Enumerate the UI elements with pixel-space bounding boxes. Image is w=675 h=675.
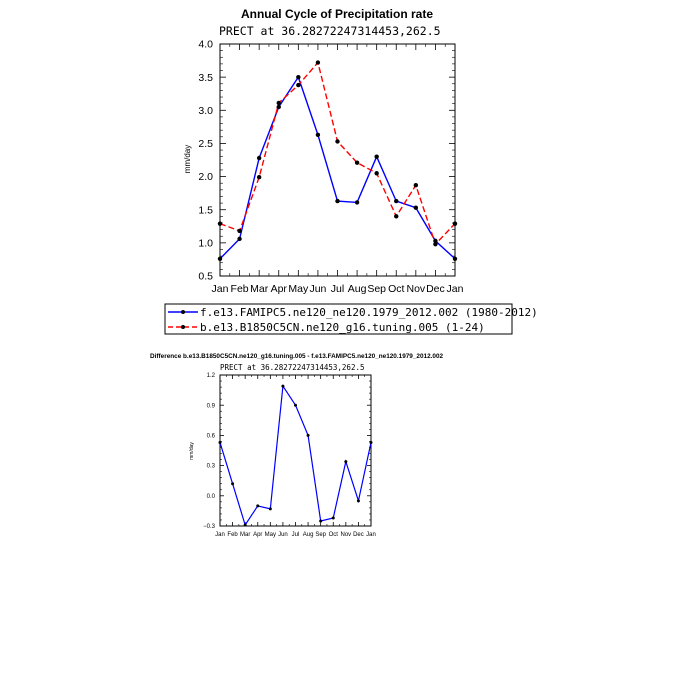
difference-series-lines	[219, 385, 373, 527]
series-1-point	[357, 499, 360, 502]
series-1-point	[218, 257, 222, 261]
x-tick-label: Dec	[353, 532, 364, 538]
difference-plot-frame	[220, 375, 371, 526]
x-tick-label: Apr	[253, 532, 263, 538]
series-1-point	[344, 460, 347, 463]
series-line-2	[220, 63, 455, 245]
difference-y-axis-label: mm/day	[189, 442, 195, 460]
x-tick-label: Feb	[227, 532, 238, 538]
series-1-point	[335, 199, 339, 203]
y-tick-label: 0.5	[198, 270, 213, 283]
y-tick-label: 0.3	[206, 463, 215, 470]
x-tick-label: Jan	[366, 532, 376, 538]
y-tick-label: 1.2	[206, 373, 215, 380]
x-tick-label: Aug	[347, 283, 367, 295]
y-tick-labels	[198, 39, 213, 283]
x-tick-label: Aug	[302, 532, 314, 538]
y-tick-label: 0.9	[206, 403, 215, 410]
x-tick-label: May	[264, 532, 277, 538]
chart-title: Annual Cycle of Precipitation rate	[240, 7, 434, 21]
legend-label-series-1: f.e13.FAMIPC5.ne120_ne120.1979_2012.002 (1980-2012)	[200, 306, 538, 319]
legend	[165, 304, 538, 334]
y-tick-label: 3.0	[198, 104, 213, 117]
y-tick-label: 0.0	[206, 493, 215, 500]
x-tick-labels	[212, 283, 464, 295]
y-tick-label: −0.3	[203, 524, 215, 531]
chart-subtitle: PRECT at 36.28272247314453,262.5	[219, 24, 441, 38]
difference-chart	[150, 353, 444, 538]
x-tick-label: Sep	[315, 532, 327, 538]
annual-cycle-chart	[183, 7, 464, 295]
axis-ticks	[220, 44, 455, 276]
y-tick-label: 0.6	[206, 433, 215, 440]
legend-marker-series-2	[181, 325, 185, 329]
x-tick-label: Jun	[309, 283, 327, 295]
series-1-point	[453, 257, 457, 261]
series-1-point	[269, 507, 272, 510]
series-1-point	[237, 237, 241, 241]
series-lines	[218, 60, 457, 261]
series-2-point	[257, 175, 261, 179]
series-2-point	[316, 60, 320, 64]
series-2-point	[335, 139, 339, 143]
difference-chart-title: Difference b.e13.B1850C5CN.ne120_g16.tuning.005 - f.e13.FAMIPC5.ne120_ne120.1979_2012.002	[150, 353, 444, 360]
series-1-point	[332, 516, 335, 519]
series-1-point	[219, 441, 222, 444]
x-tick-label: Jun	[278, 532, 288, 538]
x-tick-label: Jan	[446, 283, 464, 295]
series-2-point	[237, 229, 241, 233]
x-tick-label: Oct	[328, 532, 338, 538]
difference-chart-subtitle: PRECT at 36.28272247314453,262.5	[220, 363, 365, 372]
series-1-point	[355, 200, 359, 204]
y-tick-label: 1.5	[198, 204, 213, 217]
x-tick-label: Nov	[406, 283, 426, 295]
y-tick-label: 2.0	[198, 171, 213, 184]
series-2-point	[453, 221, 457, 225]
x-tick-label: Mar	[250, 283, 269, 295]
x-tick-label: May	[288, 283, 309, 295]
x-tick-label: Jul	[330, 283, 345, 295]
series-1-point	[257, 156, 261, 160]
x-tick-label: Mar	[239, 532, 251, 538]
series-1-point	[319, 519, 322, 522]
plot-frame	[220, 44, 455, 276]
x-tick-label: Jul	[291, 532, 300, 538]
y-tick-label: 2.5	[198, 138, 213, 151]
series-2-point	[394, 214, 398, 218]
series-2-point	[414, 183, 418, 187]
series-2-point	[355, 160, 359, 164]
series-1-point	[370, 441, 373, 444]
series-1-point	[231, 482, 234, 485]
series-2-point	[433, 242, 437, 246]
series-1-point	[277, 105, 281, 109]
x-tick-label: Apr	[270, 283, 287, 295]
series-1-point	[394, 199, 398, 203]
series-1-point	[316, 133, 320, 137]
series-1-point	[281, 385, 284, 388]
series-1-point	[244, 523, 247, 526]
legend-label-series-2: b.e13.B1850C5CN.ne120_g16.tuning.005 (1-24)	[200, 321, 485, 334]
series-1-point	[294, 404, 297, 407]
y-tick-label: 1.0	[198, 237, 213, 250]
series-line-1	[220, 77, 455, 259]
series-2-point	[218, 221, 222, 225]
series-1-point	[296, 75, 300, 79]
series-1-point	[307, 434, 310, 437]
y-tick-label: 3.5	[198, 71, 213, 84]
x-tick-label: Oct	[388, 283, 405, 295]
series-2-point	[374, 171, 378, 175]
x-tick-label: Sep	[367, 283, 387, 295]
series-2-point	[277, 101, 281, 105]
series-1-point	[256, 504, 259, 507]
difference-x-tick-labels	[215, 532, 376, 538]
x-tick-label: Feb	[230, 283, 249, 295]
x-tick-label: Dec	[426, 283, 445, 295]
x-tick-label: Nov	[340, 532, 352, 538]
series-1-point	[414, 206, 418, 210]
difference-y-tick-labels	[203, 373, 216, 530]
x-tick-label: Jan	[215, 532, 225, 538]
legend-marker-series-1	[181, 310, 185, 314]
series-2-point	[296, 83, 300, 87]
x-tick-label: Jan	[211, 283, 229, 295]
difference-axis-ticks	[220, 375, 371, 526]
series-1-point	[374, 154, 378, 158]
y-tick-label: 4.0	[198, 38, 213, 51]
series-line-1	[220, 386, 371, 525]
y-axis-label: mm/day	[183, 144, 192, 174]
